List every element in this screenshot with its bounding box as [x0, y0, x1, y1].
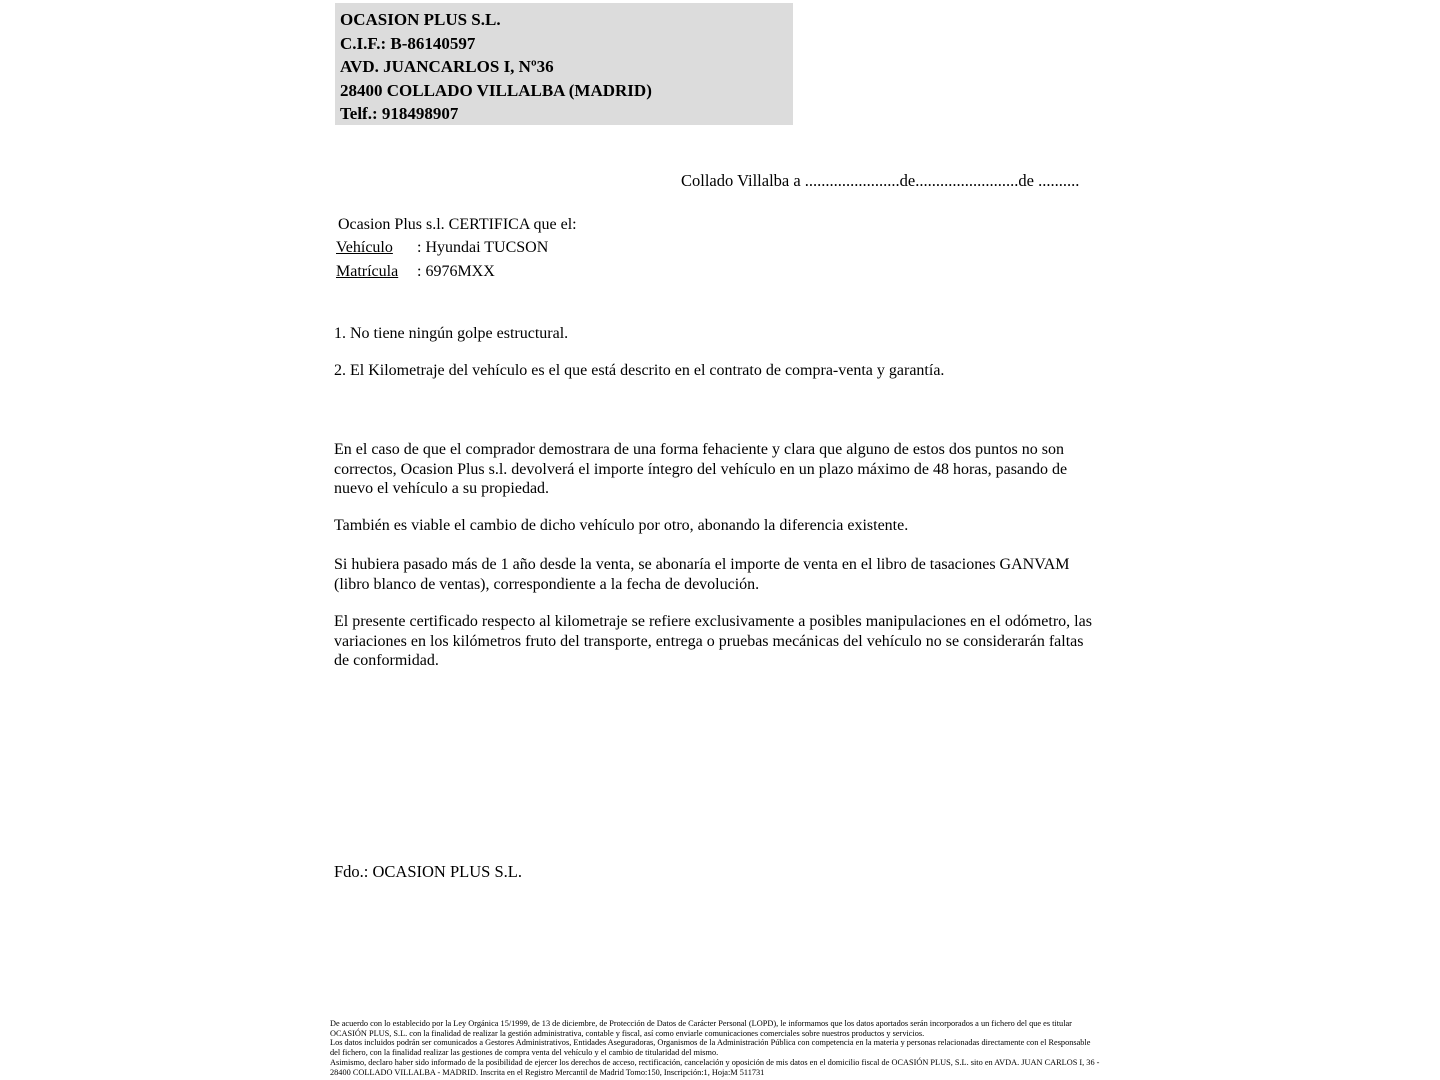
plate-field — [336, 263, 495, 281]
plate-label: Matrícula — [336, 263, 399, 280]
company-header — [335, 3, 793, 125]
company-city: 28400 COLLADO VILLALBA (MADRID) — [340, 80, 652, 100]
legal-footer-paragraph-2: Los datos incluidos podrán ser comunicados a Gestores Administrativos, Entidades Aseguradoras, Organismos de la Administración Pública con competencia en la materia y personas relacionadas directamente con el Responsable del fichero, con la finalidad realizar las gestiones de compra venta del vehículo y el cambio de titularidad del mismo. — [330, 1038, 1091, 1058]
paragraph-refund-clause: En el caso de que el comprador demostrara de una forma fehaciente y clara que alguno de estos dos puntos no son correctos, Ocasion Plus s.l. devolverá el importe íntegro del vehículo en un plazo máximo de 48 horas, pasando de nuevo el vehículo a su propiedad. — [334, 441, 1068, 497]
paragraph-ganvam-clause: Si hubiera pasado más de 1 año desde la venta, se abonaría el importe de venta en el libro de tasaciones GANVAM (libro blanco de ventas), correspondiente a la fecha de devolución. — [334, 556, 1070, 593]
certify-intro: Ocasion Plus s.l. CERTIFICA que el: — [338, 216, 577, 233]
signature-line: Fdo.: OCASION PLUS S.L. — [334, 862, 522, 881]
certificate-point-1: 1. No tiene ningún golpe estructural. — [334, 325, 569, 342]
legal-footer-paragraph-3: Asimismo, declaro haber sido informado de la posibilidad de ejercer los derechos de acceso, rectificación, cancelación y oposición de mis datos en el domicilio fiscal de OCASIÓN PLUS, S.L. sito en AVDA. JUAN CARLOS I, 36 - 28400 COLLADO VILLALBA - MADRID. Inscrita en el Registro Mercantil de Madrid Tomo:150, Inscripción:1, Hoja:M 511731 — [330, 1057, 1100, 1077]
vehicle-field — [336, 239, 548, 257]
certificate-point-2: 2. El Kilometraje del vehículo es el que está descrito en el contrato de compra-venta y garantía. — [334, 362, 945, 379]
company-cif: C.I.F.: B-86140597 — [340, 33, 476, 53]
paragraph-odometer-clause: El presente certificado respecto al kilometraje se refiere exclusivamente a posibles manipulaciones en el odómetro, las variaciones en los kilómetros fruto del transporte, entrega o pruebas mecánicas del vehículo no se considerarán faltas de conformidad. — [334, 613, 1092, 669]
vehicle-label: Vehículo — [336, 239, 393, 256]
legal-footer-paragraph-1: De acuerdo con lo establecido por la Ley Orgánica 15/1999, de 13 de diciembre, de Protección de Datos de Carácter Personal (LOPD), le informamos que los datos aportados serán incorporados a un fichero del que es titular OCASIÓN PLUS, S.L. con la finalidad de realizar la gestión administrativa, contable y fiscal, así como enviarle comunicaciones comerciales sobre nuestros productos y servicios. — [330, 1019, 1072, 1038]
date-line: Collado Villalba a .......................de.........................de .......... — [681, 171, 1080, 190]
vehicle-value: : Hyundai TUCSON — [417, 239, 549, 256]
paragraph-exchange-clause: También es viable el cambio de dicho vehículo por otro, abonando la diferencia existente. — [334, 517, 909, 534]
legal-footer — [330, 1019, 1102, 1077]
company-name: OCASION PLUS S.L. — [340, 10, 501, 29]
company-phone: Telf.: 918498907 — [340, 104, 459, 123]
company-address: AVD. JUANCARLOS I, Nº36 — [340, 57, 554, 76]
plate-value: : 6976MXX — [417, 263, 495, 280]
